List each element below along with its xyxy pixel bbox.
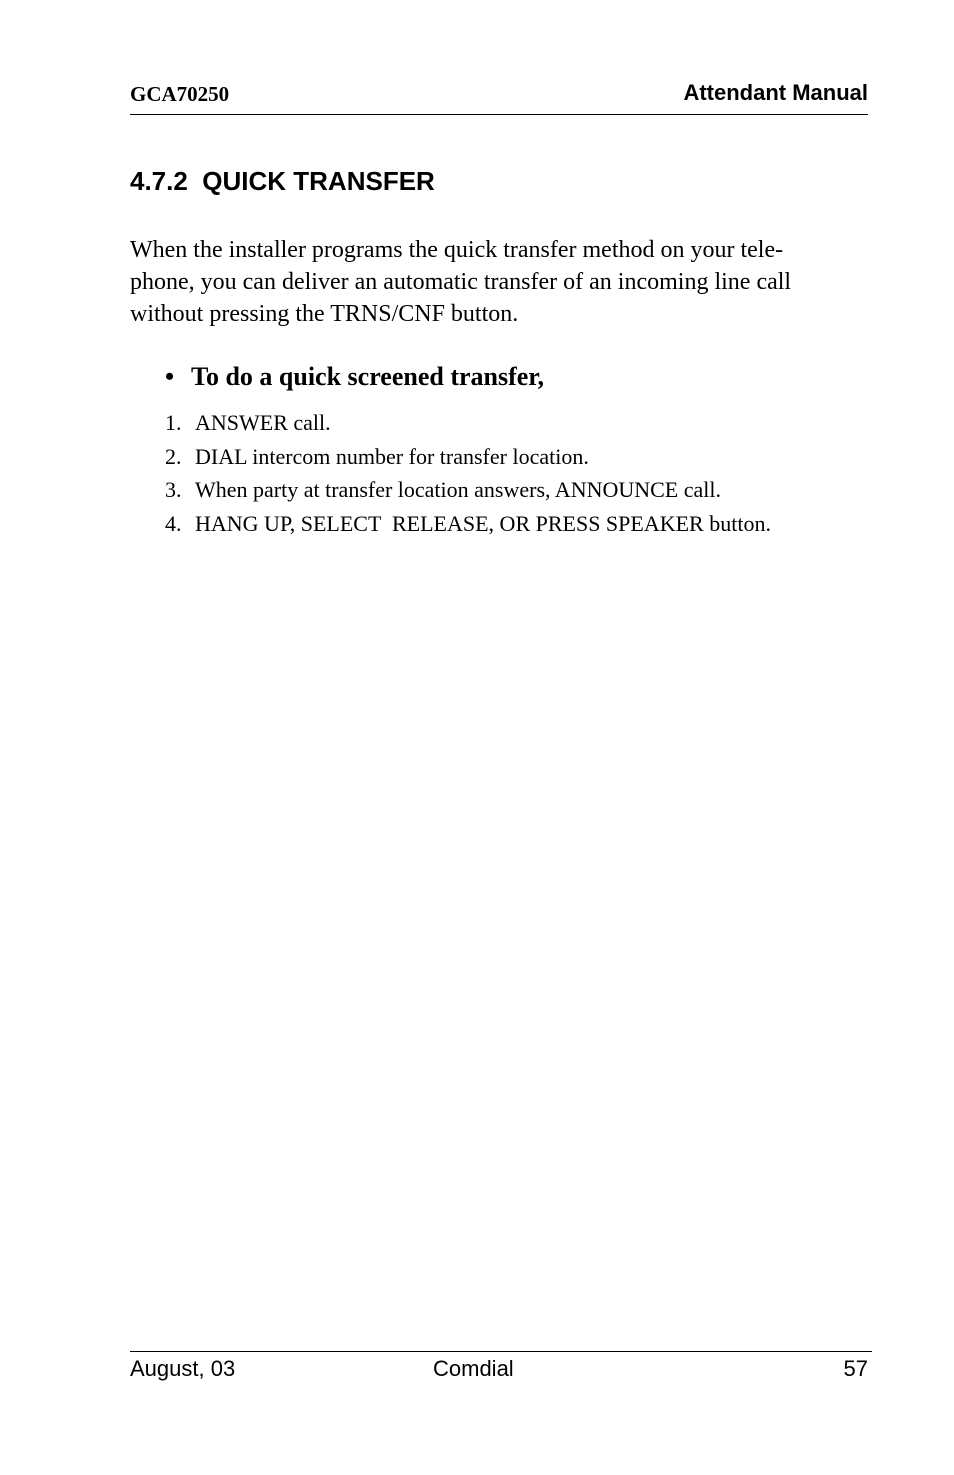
footer-date: August, 03 xyxy=(130,1356,236,1381)
manual-title: Attendant Manual xyxy=(683,80,868,105)
intro-paragraph xyxy=(130,234,870,330)
section-title: 4.7.2 QUICK TRANSFER xyxy=(130,166,435,196)
procedure-steps xyxy=(165,408,771,542)
procedure-heading xyxy=(165,362,544,392)
step-text: HANG UP, SELECT RELEASE, OR PRESS SPEAKER button. xyxy=(195,510,771,536)
page-number: 57 xyxy=(843,1356,868,1381)
step-number: 1. xyxy=(165,410,182,435)
intro-line: phone, you can deliver an automatic transfer of an incoming line call xyxy=(130,269,792,295)
step-item xyxy=(165,408,771,442)
document-id: GCA70250 xyxy=(130,82,230,106)
intro-line: When the installer programs the quick transfer method on your tele- xyxy=(130,237,784,263)
footer-company: Comdial xyxy=(433,1356,514,1381)
page-header xyxy=(130,80,868,115)
step-text: When party at transfer location answers, ANNOUNCE call. xyxy=(195,477,722,502)
procedure-heading-text: To do a quick screened transfer, xyxy=(191,362,544,391)
page-footer xyxy=(130,1351,872,1392)
step-number: 4. xyxy=(165,510,182,536)
step-text: ANSWER call. xyxy=(195,410,331,435)
intro-line: without pressing the TRNS/CNF button. xyxy=(130,301,519,327)
step-item xyxy=(165,442,771,476)
step-number: 2. xyxy=(165,443,182,469)
step-number: 3. xyxy=(165,477,182,502)
step-item xyxy=(165,509,771,543)
bullet-icon: • xyxy=(165,362,175,391)
step-text: DIAL intercom number for transfer location. xyxy=(195,443,589,469)
step-item xyxy=(165,475,771,509)
